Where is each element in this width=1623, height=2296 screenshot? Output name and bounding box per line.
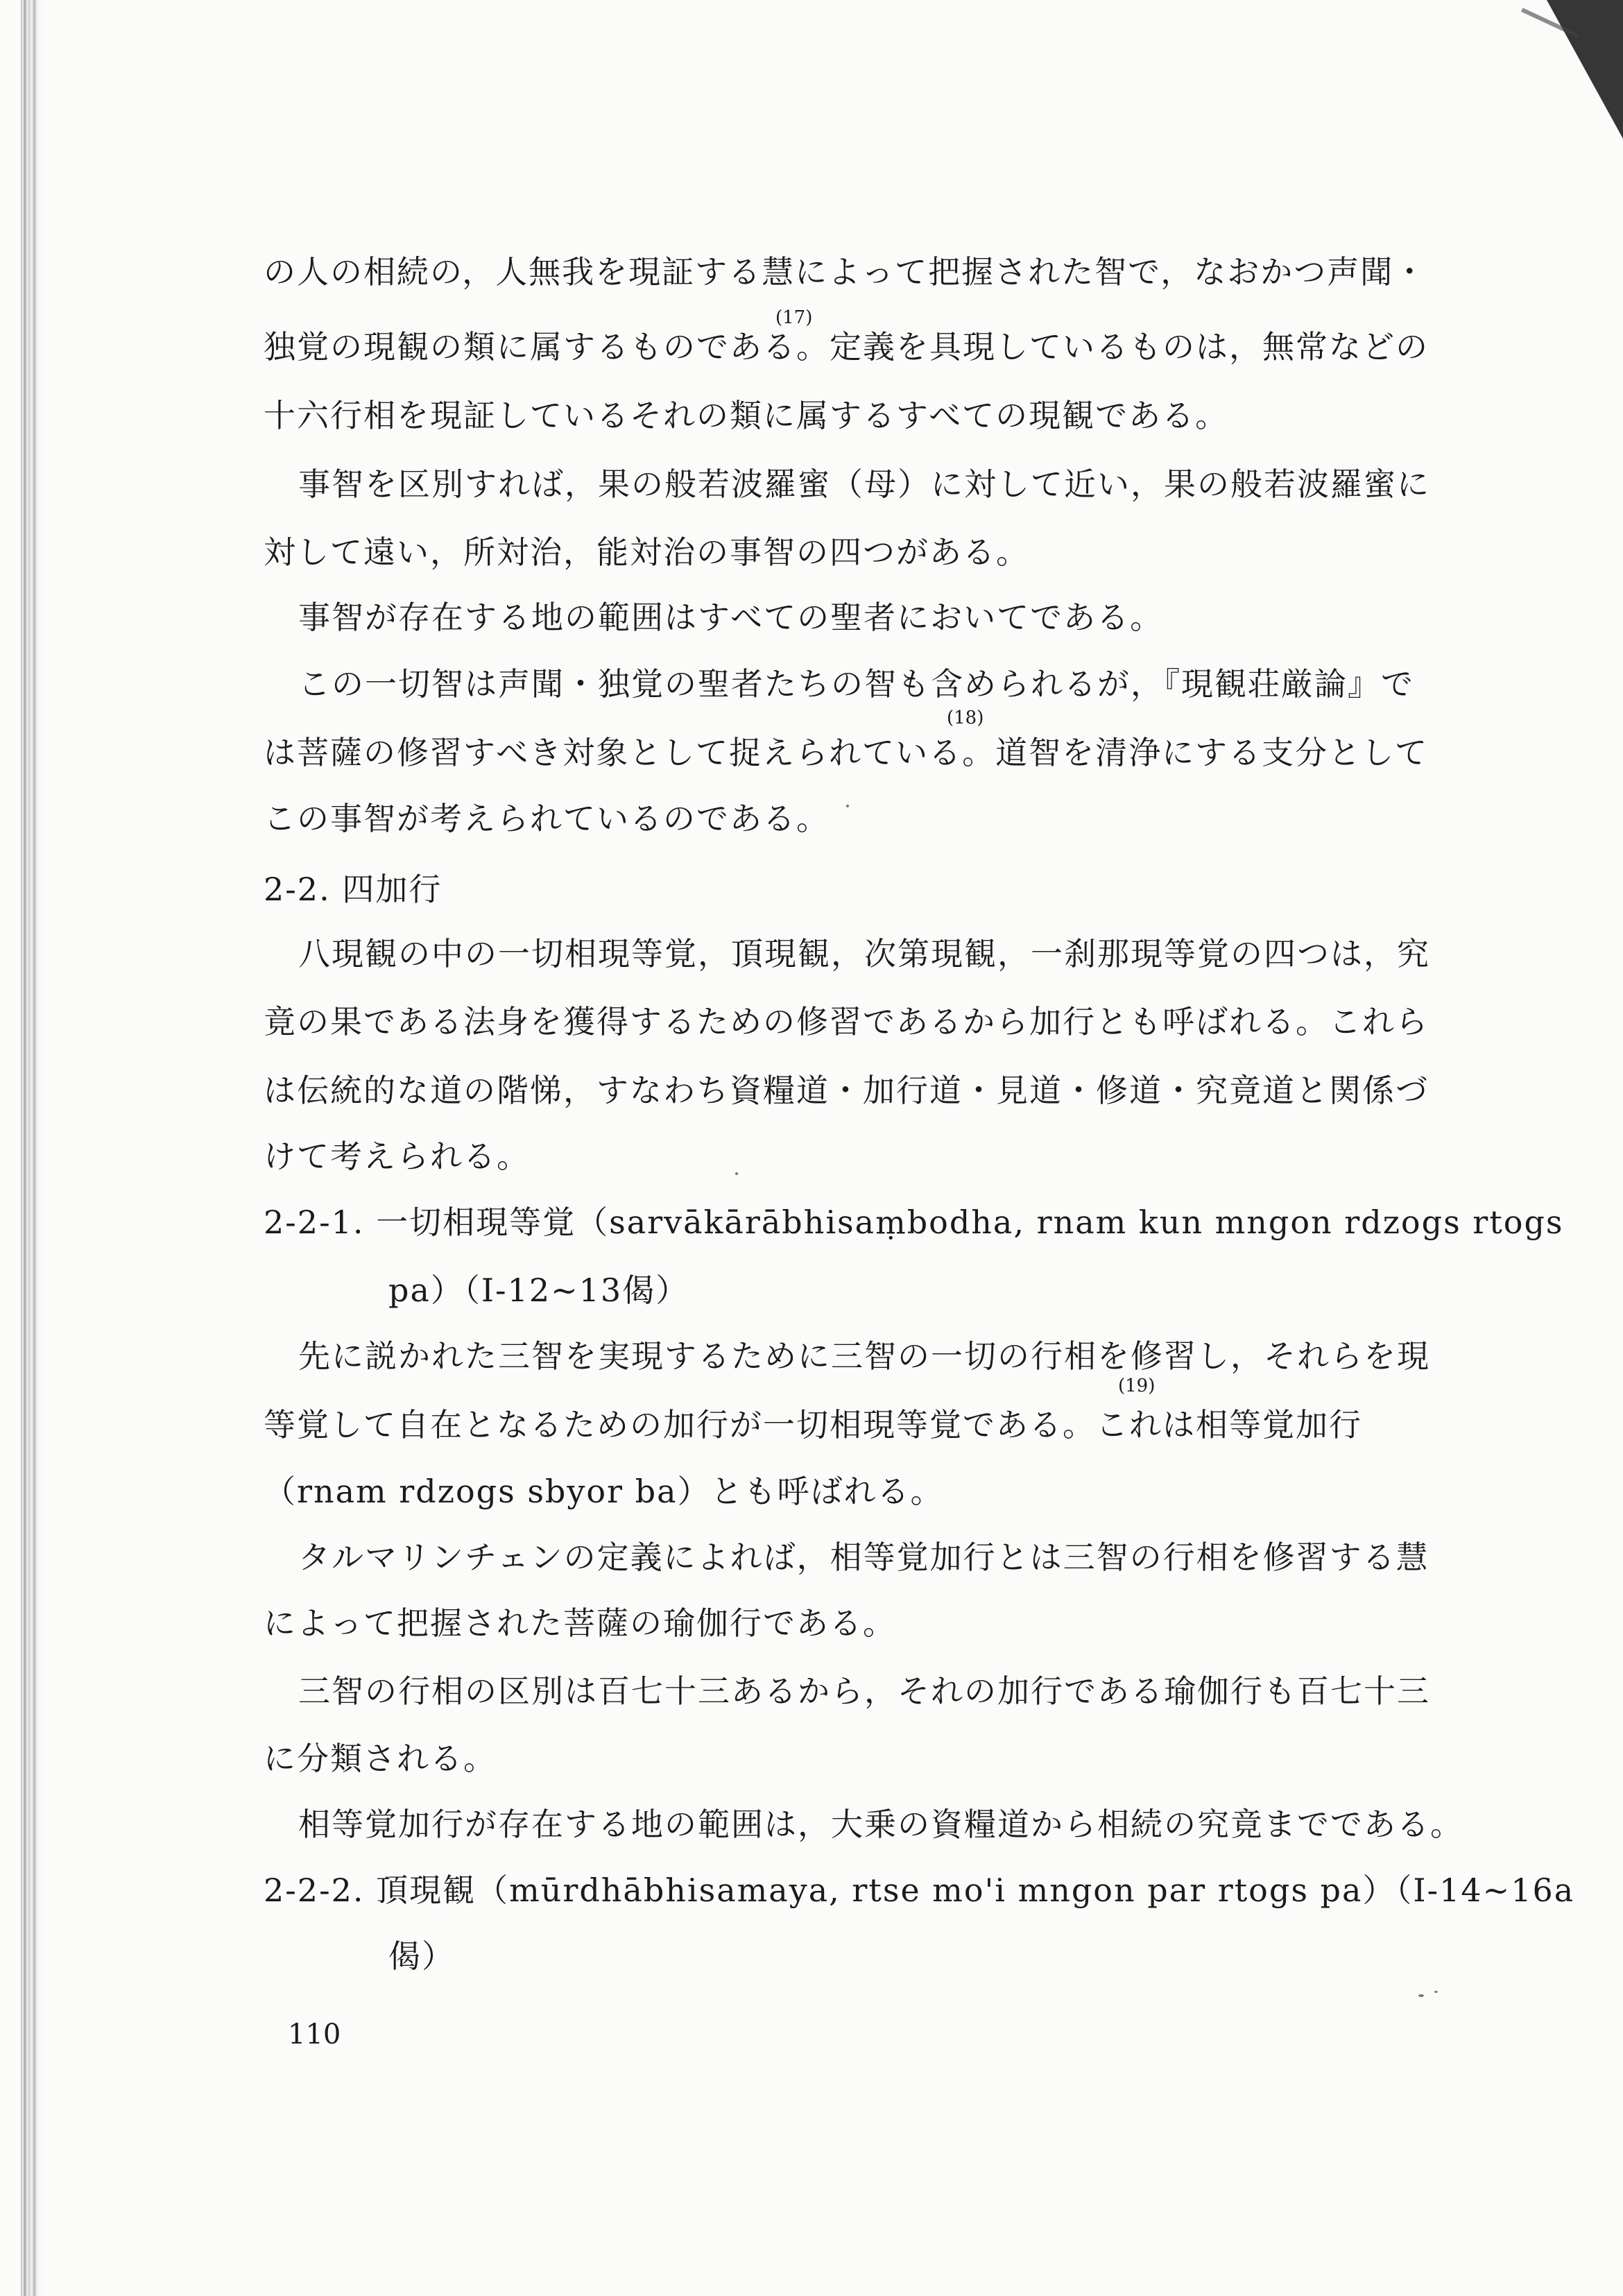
text-line: 対して遠い，所対治，能対治の事智の四つがある。 — [264, 533, 1029, 571]
text-line: 竟の果である法身を獲得するための修習であるから加行とも呼ばれる。これら — [264, 1003, 1429, 1040]
text-line: この事智が考えられているのである。 — [264, 800, 830, 837]
text-line: 相等覚加行が存在する地の範囲は，大乗の資糧道から相続の究竟までである。 — [298, 1806, 1463, 1843]
section-heading-continuation: 偈） — [388, 1937, 455, 1975]
text-line: に分類される。 — [264, 1740, 497, 1777]
text-line: この一切智は声聞・独覚の聖者たちの智も含められるが，『現観荘厳論』で — [298, 665, 1414, 703]
binding-shadow — [21, 0, 49, 2296]
text-line: けて考えられる。 — [264, 1138, 530, 1175]
scan-speck — [735, 1172, 738, 1175]
text-line: 独覚の現観の類に属するものである。定義を具現しているものは，無常などの — [264, 328, 1429, 366]
text-line: は菩薩の修習すべき対象として捉えられている。道智を清浄にする支分として — [264, 734, 1429, 771]
footnote-marker: (18) — [947, 708, 984, 728]
text-line: （rnam rdzogs sbyor ba）とも呼ばれる。 — [264, 1473, 944, 1510]
section-heading: 2-2. 四加行 — [264, 871, 443, 908]
text-line: 事智が存在する地の範囲はすべての聖者においてである。 — [298, 599, 1164, 636]
text-line: 十六行相を現証しているそれの類に属するすべての現観である。 — [264, 397, 1229, 434]
text-line: の人の相続の，人無我を現証する慧によって把握された智で，なおかつ声聞・ — [264, 253, 1427, 291]
page-number: 110 — [288, 2019, 341, 2050]
text-line: 等覚して自在となるための加行が一切相現等覚である。これは相等覚加行 — [264, 1406, 1362, 1443]
section-heading: 2-2-2. 頂現観（mūrdhābhisamaya, rtse mo'i mngon par rtogs pa）（I-14~16a — [264, 1871, 1575, 1909]
section-heading-continuation: pa）（I-12~13偈） — [388, 1271, 689, 1309]
scan-speck — [1418, 1994, 1424, 1997]
text-line: 事智を区別すれば，果の般若波羅蜜（母）に対して近い，果の般若波羅蜜に — [298, 465, 1430, 503]
page-corner-shadow — [1547, 0, 1623, 139]
footnote-marker: (17) — [775, 307, 813, 328]
scan-speck — [846, 805, 849, 807]
text-line: 先に説かれた三智を実現するために三智の一切の行相を修習し，それらを現 — [298, 1337, 1430, 1375]
text-line: によって把握された菩薩の瑜伽行である。 — [264, 1604, 896, 1642]
text-line: 三智の行相の区別は百七十三あるから，それの加行である瑜伽行も百七十三 — [298, 1672, 1430, 1710]
scan-speck — [1434, 1991, 1438, 1993]
footnote-marker: (19) — [1118, 1376, 1156, 1396]
text-line: 八現観の中の一切相現等覚，頂現観，次第現観，一刹那現等覚の四つは，究 — [298, 935, 1430, 973]
section-heading: 2-2-1. 一切相現等覚（sarvākārābhisaṃbodha, rnam kun mngon rdzogs rtogs — [264, 1203, 1564, 1241]
text-line: は伝統的な道の階悌，すなわち資糧道・加行道・見道・修道・究竟道と関係づ — [264, 1072, 1429, 1109]
text-line: タルマリンチェンの定義によれば，相等覚加行とは三智の行相を修習する慧 — [298, 1539, 1429, 1576]
